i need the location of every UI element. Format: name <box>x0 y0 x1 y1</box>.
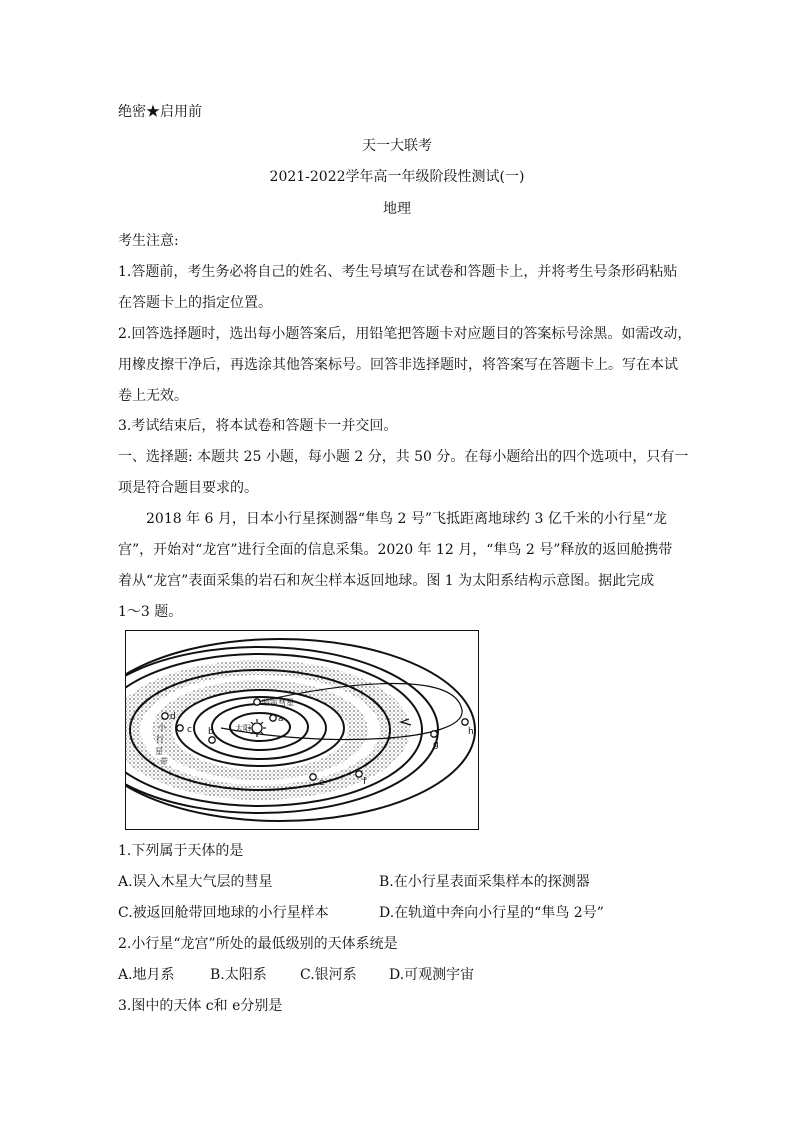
belt-label: 星 <box>155 747 163 756</box>
planet-g <box>431 731 437 737</box>
planet-c <box>177 725 183 731</box>
notice-line: 1.答题前，考生务必将自己的姓名、考生号填写在试卷和答题卡上，并将考生号条形码粘贴 <box>118 264 678 280</box>
option: D.可观测宇宙 <box>389 967 475 983</box>
question-stem: 2.小行星“龙宫”所处的最低级别的天体系统是 <box>118 936 398 952</box>
planet-label: b <box>208 727 214 737</box>
option: B.太阳系 <box>210 967 267 983</box>
planet-label: a <box>278 714 284 724</box>
notice-line: 用橡皮擦干净后，再选涂其他答案标号。回答非选择题时，将答案写在答题卡上。写在本试 <box>118 357 678 373</box>
solar-system-diagram <box>125 630 479 830</box>
notice-line: 2.回答选择题时，选出每小题答案后，用铅笔把答题卡对应题目的答案标号涂黑。如需改动， <box>118 326 692 342</box>
notice-title: 考生注意: <box>118 233 179 249</box>
planet-e <box>310 774 316 780</box>
planet-label: d <box>170 712 176 722</box>
planet-b <box>209 737 215 743</box>
notice-line: 卷上无效。 <box>118 388 188 404</box>
planet-label: f <box>363 777 367 787</box>
planet-label: e <box>319 778 325 788</box>
option: C.银河系 <box>300 967 357 983</box>
section-heading: 一、选择题: 本题共 25 小题，每小题 2 分，共 50 分。在每小题给出的四个选项中，只有一 <box>118 449 689 465</box>
option: C.被返回舱带回地球的小行星样本 <box>118 905 329 921</box>
passage-line: 1～3 题。 <box>118 604 183 620</box>
planet-h <box>462 719 468 725</box>
solar-system-figure <box>125 630 479 830</box>
comet-label: 哈雷彗星 <box>262 698 294 707</box>
planet-d <box>162 713 168 719</box>
section-heading: 项是符合题目要求的。 <box>118 480 258 496</box>
question-stem: 3.图中的天体 c和 e分别是 <box>118 998 283 1014</box>
planet-label: c <box>187 725 192 735</box>
passage-line: 宫”，开始对“龙宫”进行全面的信息采集。2020 年 12 月，“隼鸟 2 号”释放的返回舱携带 <box>118 542 673 558</box>
belt-label: 带 <box>160 757 168 766</box>
option: B.在小行星表面采集样本的探测器 <box>379 874 590 890</box>
question-stem: 1.下列属于天体的是 <box>118 843 244 859</box>
planet-label: g <box>433 740 439 750</box>
secret-mark: 绝密★启用前 <box>118 104 202 120</box>
notice-line: 在答题卡上的指定位置。 <box>118 295 272 311</box>
exam-title: 2021-2022学年高一年级阶段性测试(一) <box>269 169 525 185</box>
notice-line: 3.考试结束后，将本试卷和答题卡一并交回。 <box>118 418 398 434</box>
passage-line: 着从“龙宫”表面采集的岩石和灰尘样本返回地球。图 1 为太阳系结构示意图。据此完成 <box>118 573 655 589</box>
passage-line: 2018 年 6 月，日本小行星探测器“隼鸟 2 号”飞抵距离地球约 3 亿千米的小行星“龙 <box>146 511 667 527</box>
planet-f <box>356 771 362 777</box>
planet-label: h <box>468 727 474 737</box>
option: A.地月系 <box>118 967 175 983</box>
belt-label: 行 <box>156 735 164 744</box>
subject-title: 地理 <box>383 201 411 217</box>
option: A.误入木星大气层的彗星 <box>118 874 273 890</box>
belt-label: 小 <box>158 723 166 732</box>
option: D.在轨道中奔向小行星的“隼鸟 2号” <box>379 905 604 921</box>
comet-halley <box>254 699 260 705</box>
sun-label: 太阳 <box>235 724 251 733</box>
org-name: 天一大联考 <box>362 138 432 154</box>
planet-a <box>270 715 276 721</box>
